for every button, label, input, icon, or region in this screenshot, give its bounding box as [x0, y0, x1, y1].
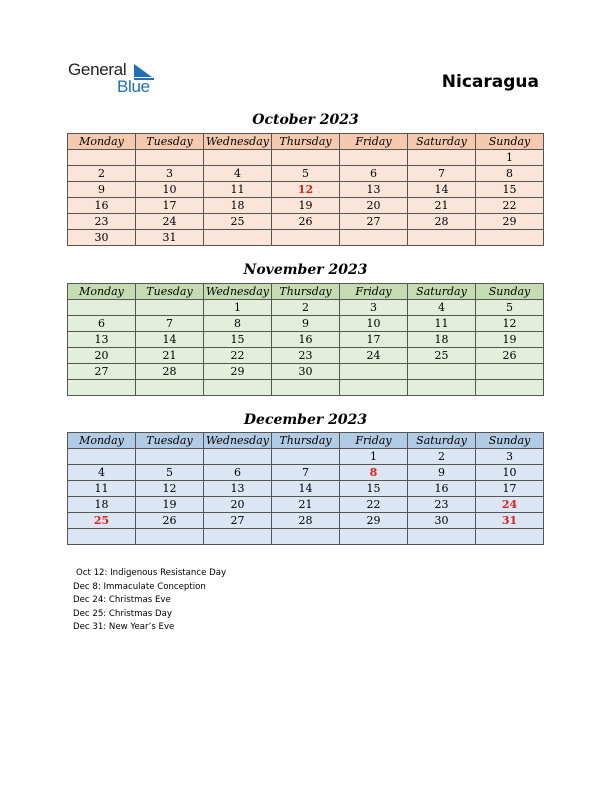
week-row	[68, 182, 544, 198]
day-cell: 27	[340, 214, 408, 230]
week-row	[68, 497, 544, 513]
empty-day-cell	[340, 364, 408, 380]
weekday-header: Tuesday	[136, 284, 204, 300]
day-cell: 29	[204, 364, 272, 380]
week-row	[68, 332, 544, 348]
empty-day-cell	[340, 529, 408, 545]
day-cell: 23	[68, 214, 136, 230]
day-cell: 20	[340, 198, 408, 214]
empty-day-cell	[340, 150, 408, 166]
day-cell: 11	[408, 316, 476, 332]
weekday-header: Friday	[340, 433, 408, 449]
week-row	[68, 230, 544, 246]
day-cell: 5	[272, 166, 340, 182]
day-cell: 27	[204, 513, 272, 529]
weekday-header: Thursday	[272, 433, 340, 449]
day-cell: 14	[136, 332, 204, 348]
day-cell: 1	[476, 150, 544, 166]
day-cell: 21	[136, 348, 204, 364]
day-cell: 1	[340, 449, 408, 465]
day-cell: 22	[476, 198, 544, 214]
day-cell: 18	[204, 198, 272, 214]
empty-day-cell	[340, 230, 408, 246]
month-title-november: November 2023	[243, 262, 368, 278]
day-cell: 24	[340, 348, 408, 364]
day-cell: 31	[136, 230, 204, 246]
empty-day-cell	[204, 529, 272, 545]
day-cell: 3	[476, 449, 544, 465]
day-cell: 19	[476, 332, 544, 348]
weekday-header: Saturday	[408, 134, 476, 150]
day-cell: 18	[408, 332, 476, 348]
day-cell: 5	[136, 465, 204, 481]
holiday-note: Dec 25: Christmas Day	[73, 608, 172, 619]
empty-day-cell	[408, 364, 476, 380]
day-cell: 16	[408, 481, 476, 497]
empty-day-cell	[136, 529, 204, 545]
holiday-note: Dec 31: New Year’s Eve	[73, 622, 175, 632]
day-cell: 26	[136, 513, 204, 529]
day-cell: 4	[408, 300, 476, 316]
empty-day-cell	[68, 150, 136, 166]
day-cell: 13	[68, 332, 136, 348]
holiday-note: Oct 12: Indigenous Resistance Day	[76, 568, 227, 578]
holiday-note: Dec 24: Christmas Eve	[73, 595, 171, 605]
day-cell: 6	[68, 316, 136, 332]
day-cell: 8	[340, 465, 408, 481]
day-cell: 27	[68, 364, 136, 380]
day-cell: 2	[272, 300, 340, 316]
day-cell: 15	[204, 332, 272, 348]
empty-day-cell	[204, 230, 272, 246]
week-row	[68, 465, 544, 481]
empty-day-cell	[476, 230, 544, 246]
day-cell: 3	[340, 300, 408, 316]
day-cell: 24	[136, 214, 204, 230]
empty-day-cell	[204, 150, 272, 166]
day-cell: 30	[68, 230, 136, 246]
day-cell: 4	[68, 465, 136, 481]
week-row	[68, 348, 544, 364]
day-cell: 21	[408, 198, 476, 214]
day-cell: 9	[408, 465, 476, 481]
day-cell: 8	[476, 166, 544, 182]
logo-text-blue: Blue	[117, 77, 150, 96]
day-cell: 23	[408, 497, 476, 513]
week-row	[68, 364, 544, 380]
holiday-notes	[73, 567, 226, 635]
day-cell: 16	[68, 198, 136, 214]
day-cell: 25	[408, 348, 476, 364]
logo-text-general: General	[68, 60, 127, 79]
day-cell: 10	[340, 316, 408, 332]
weekday-header: Tuesday	[136, 433, 204, 449]
day-cell: 22	[340, 497, 408, 513]
week-row	[68, 166, 544, 182]
empty-day-cell	[68, 529, 136, 545]
empty-day-cell	[136, 150, 204, 166]
day-cell: 8	[204, 316, 272, 332]
weekday-header-row	[68, 134, 544, 150]
empty-day-cell	[408, 380, 476, 396]
day-cell: 2	[408, 449, 476, 465]
weekday-header: Thursday	[272, 134, 340, 150]
day-cell: 6	[204, 465, 272, 481]
day-cell: 15	[340, 481, 408, 497]
empty-day-cell	[204, 380, 272, 396]
day-cell: 13	[340, 182, 408, 198]
empty-day-cell	[204, 449, 272, 465]
month-title-december: December 2023	[243, 412, 368, 428]
day-cell: 31	[476, 513, 544, 529]
day-cell: 25	[204, 214, 272, 230]
empty-day-cell	[272, 529, 340, 545]
empty-day-cell	[272, 380, 340, 396]
day-cell: 11	[68, 481, 136, 497]
day-cell: 30	[272, 364, 340, 380]
day-cell: 9	[272, 316, 340, 332]
weekday-header: Sunday	[476, 134, 544, 150]
weekday-header: Tuesday	[136, 134, 204, 150]
week-row	[68, 214, 544, 230]
weekday-header-row	[68, 284, 544, 300]
day-cell: 29	[340, 513, 408, 529]
day-cell: 10	[476, 465, 544, 481]
day-cell: 28	[408, 214, 476, 230]
calendar-october	[67, 133, 544, 246]
day-cell: 26	[476, 348, 544, 364]
day-cell: 21	[272, 497, 340, 513]
week-row	[68, 380, 544, 396]
day-cell: 14	[408, 182, 476, 198]
day-cell: 3	[136, 166, 204, 182]
day-cell: 24	[476, 497, 544, 513]
day-cell: 12	[272, 182, 340, 198]
day-cell: 28	[272, 513, 340, 529]
day-cell: 5	[476, 300, 544, 316]
empty-day-cell	[476, 529, 544, 545]
empty-day-cell	[136, 449, 204, 465]
empty-day-cell	[272, 449, 340, 465]
day-cell: 29	[476, 214, 544, 230]
day-cell: 13	[204, 481, 272, 497]
weekday-header: Wednesday	[204, 433, 272, 449]
weekday-header: Friday	[340, 134, 408, 150]
day-cell: 19	[272, 198, 340, 214]
weekday-header: Monday	[68, 134, 136, 150]
weekday-header: Thursday	[272, 284, 340, 300]
weekday-header: Wednesday	[204, 284, 272, 300]
weekday-header: Saturday	[408, 284, 476, 300]
weekday-header: Friday	[340, 284, 408, 300]
week-row	[68, 316, 544, 332]
day-cell: 17	[340, 332, 408, 348]
day-cell: 7	[136, 316, 204, 332]
day-cell: 16	[272, 332, 340, 348]
month-title-october: October 2023	[252, 112, 359, 128]
day-cell: 22	[204, 348, 272, 364]
empty-day-cell	[408, 150, 476, 166]
week-row	[68, 529, 544, 545]
empty-day-cell	[408, 230, 476, 246]
week-row	[68, 513, 544, 529]
day-cell: 20	[204, 497, 272, 513]
weekday-header-row	[68, 433, 544, 449]
day-cell: 2	[68, 166, 136, 182]
calendar-december	[67, 432, 544, 545]
day-cell: 17	[476, 481, 544, 497]
week-row	[68, 300, 544, 316]
empty-day-cell	[408, 529, 476, 545]
holiday-note: Dec 8: Immaculate Conception	[73, 581, 206, 592]
day-cell: 1	[204, 300, 272, 316]
day-cell: 12	[476, 316, 544, 332]
day-cell: 30	[408, 513, 476, 529]
weekday-header: Sunday	[476, 284, 544, 300]
day-cell: 18	[68, 497, 136, 513]
day-cell: 23	[272, 348, 340, 364]
weekday-header: Monday	[68, 433, 136, 449]
weekday-header: Monday	[68, 284, 136, 300]
empty-day-cell	[136, 300, 204, 316]
empty-day-cell	[476, 364, 544, 380]
country-title: Nicaragua	[441, 72, 539, 92]
day-cell: 25	[68, 513, 136, 529]
empty-day-cell	[136, 380, 204, 396]
week-row	[68, 481, 544, 497]
day-cell: 11	[204, 182, 272, 198]
day-cell: 9	[68, 182, 136, 198]
week-row	[68, 150, 544, 166]
day-cell: 20	[68, 348, 136, 364]
day-cell: 26	[272, 214, 340, 230]
empty-day-cell	[68, 449, 136, 465]
day-cell: 19	[136, 497, 204, 513]
day-cell: 28	[136, 364, 204, 380]
day-cell: 12	[136, 481, 204, 497]
day-cell: 10	[136, 182, 204, 198]
day-cell: 14	[272, 481, 340, 497]
generalblue-logo	[68, 60, 168, 96]
day-cell: 7	[272, 465, 340, 481]
week-row	[68, 449, 544, 465]
empty-day-cell	[68, 380, 136, 396]
week-row	[68, 198, 544, 214]
weekday-header: Saturday	[408, 433, 476, 449]
day-cell: 17	[136, 198, 204, 214]
empty-day-cell	[272, 150, 340, 166]
weekday-header: Wednesday	[204, 134, 272, 150]
day-cell: 6	[340, 166, 408, 182]
empty-day-cell	[476, 380, 544, 396]
empty-day-cell	[272, 230, 340, 246]
empty-day-cell	[68, 300, 136, 316]
day-cell: 7	[408, 166, 476, 182]
calendar-november	[67, 283, 544, 396]
weekday-header: Sunday	[476, 433, 544, 449]
day-cell: 4	[204, 166, 272, 182]
empty-day-cell	[340, 380, 408, 396]
day-cell: 15	[476, 182, 544, 198]
